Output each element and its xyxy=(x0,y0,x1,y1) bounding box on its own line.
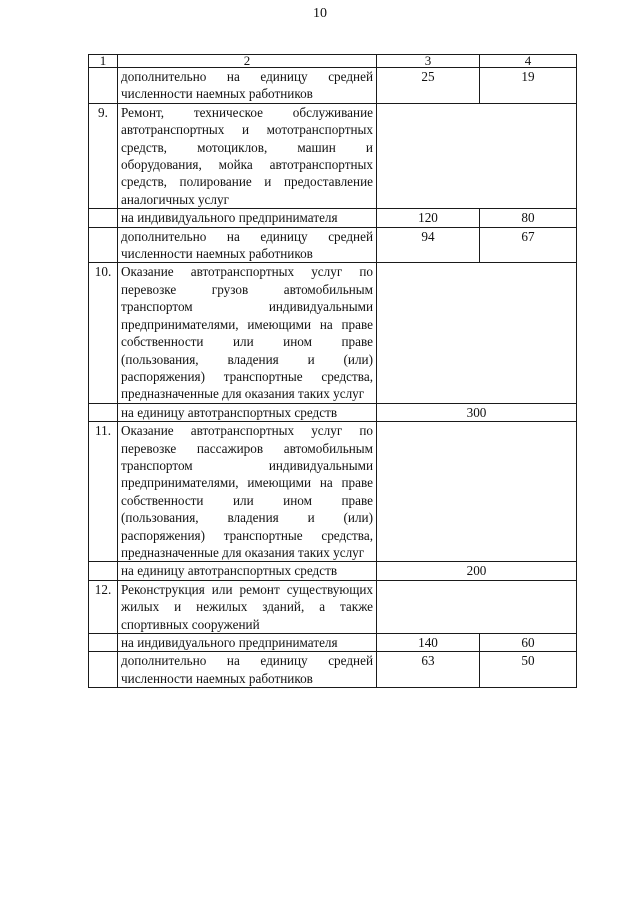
row-description: дополнительно на единицу средней численности наемных работников xyxy=(118,652,377,688)
row-number xyxy=(89,562,118,580)
row-description: Оказание автотранспортных услуг по перевозке пассажиров автомобильным транспортом индивидуальными предпринимателями, имеющими на праве собственности или ином праве (пользования, владения и (или) распоряжения) транспортные средства, предназначенные для оказания таких услуг xyxy=(118,422,377,562)
merged-value: 200 xyxy=(377,562,577,580)
merged-value: 300 xyxy=(377,403,577,421)
row-description: на единицу автотранспортных средств xyxy=(118,403,377,421)
column-header: 1 xyxy=(89,55,118,68)
row-number: 10. xyxy=(89,263,118,403)
table-row xyxy=(89,68,577,104)
row-number xyxy=(89,227,118,263)
page-number: 10 xyxy=(313,6,327,21)
row-description: Ремонт, техническое обслуживание автотранспортных и мототранспортных средств, мотоциклов, машин и оборудования, мойка автотранспортных средств, полирование и предоставление аналогичных услуг xyxy=(118,103,377,208)
table-row xyxy=(89,634,577,652)
row-number: 11. xyxy=(89,422,118,562)
empty-value-cell xyxy=(377,422,577,562)
table-row xyxy=(89,103,577,208)
row-number xyxy=(89,68,118,104)
value-col3: 120 xyxy=(377,209,480,227)
column-header: 3 xyxy=(377,55,480,68)
empty-value-cell xyxy=(377,263,577,403)
row-description: дополнительно на единицу средней численности наемных работников xyxy=(118,227,377,263)
table-row xyxy=(89,227,577,263)
value-col4: 60 xyxy=(480,634,577,652)
table-row xyxy=(89,562,577,580)
column-header: 4 xyxy=(480,55,577,68)
value-col4: 67 xyxy=(480,227,577,263)
row-number: 9. xyxy=(89,103,118,208)
value-col3: 94 xyxy=(377,227,480,263)
empty-value-cell xyxy=(377,103,577,208)
row-description: Оказание автотранспортных услуг по перевозке грузов автомобильным транспортом индивидуальными предпринимателями, имеющими на праве собственности или ином праве (пользования, владения и (или) распоряжения) транспортные средства, предназначенные для оказания таких услуг xyxy=(118,263,377,403)
row-description: дополнительно на единицу средней численности наемных работников xyxy=(118,68,377,104)
empty-value-cell xyxy=(377,580,577,633)
table-row xyxy=(89,209,577,227)
value-col4: 19 xyxy=(480,68,577,104)
row-description: на индивидуального предпринимателя xyxy=(118,209,377,227)
row-number: 12. xyxy=(89,580,118,633)
column-header: 2 xyxy=(118,55,377,68)
row-number xyxy=(89,652,118,688)
value-col3: 25 xyxy=(377,68,480,104)
table-row xyxy=(89,580,577,633)
table-row xyxy=(89,422,577,562)
row-description: на единицу автотранспортных средств xyxy=(118,562,377,580)
value-col3: 140 xyxy=(377,634,480,652)
value-col4: 50 xyxy=(480,652,577,688)
tax-rate-table xyxy=(88,54,577,688)
row-number xyxy=(89,403,118,421)
value-col4: 80 xyxy=(480,209,577,227)
row-description: на индивидуального предпринимателя xyxy=(118,634,377,652)
row-number xyxy=(89,209,118,227)
row-description: Реконструкция или ремонт существующих жилых и нежилых зданий, а также спортивных сооружений xyxy=(118,580,377,633)
table-row xyxy=(89,263,577,403)
table-row xyxy=(89,403,577,421)
table-header-row xyxy=(89,55,577,68)
value-col3: 63 xyxy=(377,652,480,688)
table-row xyxy=(89,652,577,688)
row-number xyxy=(89,634,118,652)
